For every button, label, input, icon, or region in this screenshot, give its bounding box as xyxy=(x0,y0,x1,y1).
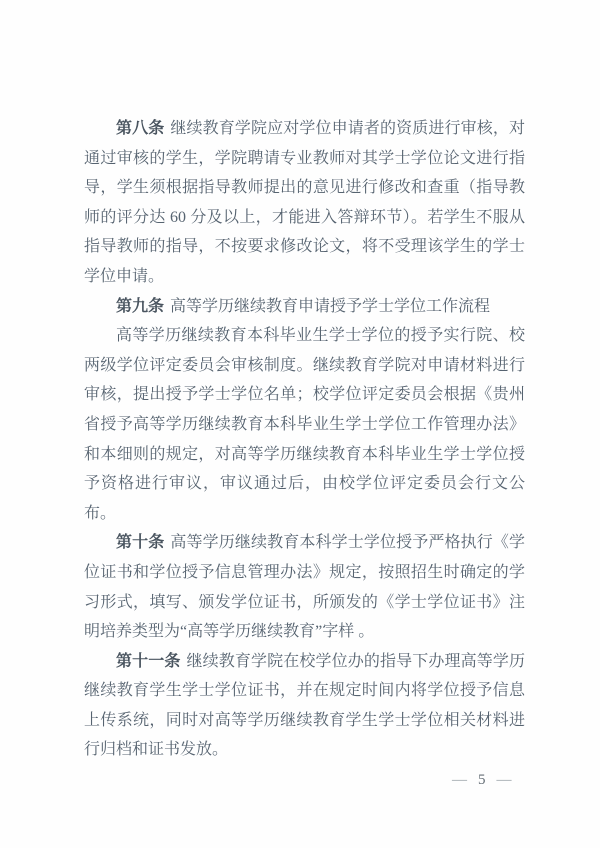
paragraph-article-9-body xyxy=(84,321,525,528)
footer-dash-right: — xyxy=(496,772,512,788)
article-9-body-text: 高等学历继续教育本科毕业生学士学位的授予实行院、校两级学位评定委员会审核制度。继续教育学院对申请材料进行审核，提出授予学士学位名单；校学位评定委员会根据《贵州省授予高等学历继续教育本科毕业生学士学位工作管理办法》和本细则的规定，对高等学历继续教育本科毕业生学士学位授予资格进行审议，审议通过后，由校学位评定委员会行文公布。 xyxy=(84,327,525,522)
article-10-text: 高等学历继续教育本科学士学位授予严格执行《学位证书和学位授予信息管理办法》规定，按照招生时确定的学习形式，填写、颁发学位证书，所颁发的《学士学位证书》注明培养类型为“高等学历继续教育”字样 。 xyxy=(84,534,525,641)
article-9-heading: 第九条 xyxy=(116,297,165,315)
article-11-text: 继续教育学院在校学位办的指导下办理高等学历继续教育学生学士学位证书，并在规定时间内将学位授予信息上传系统，同时对高等学历继续教育学生学士学位相关材料进行归档和证书发放。 xyxy=(84,652,525,759)
document-body xyxy=(84,114,525,765)
paragraph-article-10 xyxy=(84,528,525,646)
page-footer xyxy=(452,771,512,789)
article-9-text: 高等学历继续教育申请授予学士学位工作流程 xyxy=(170,297,491,315)
article-11-heading: 第十一条 xyxy=(116,652,181,670)
article-8-heading: 第八条 xyxy=(116,120,165,137)
article-10-heading: 第十条 xyxy=(116,534,165,552)
page-number: 5 xyxy=(478,772,486,788)
article-8-text: 继续教育学院应对学位申请者的资质进行审核，对通过审核的学生，学院聘请专业教师对其学士学位论文进行指导，学生须根据指导教师提出的意见进行修改和查重（指导教师的评分达 60 分及以上，才能进入答辩环节）。若学生不服从指导教师的指导，不按要求修改论文，将不受理该学生的学士学位申请。 xyxy=(84,120,525,285)
paragraph-article-9 xyxy=(84,292,525,322)
paragraph-article-8 xyxy=(84,114,525,292)
footer-dash-left: — xyxy=(452,772,467,788)
paragraph-article-11 xyxy=(84,647,525,765)
